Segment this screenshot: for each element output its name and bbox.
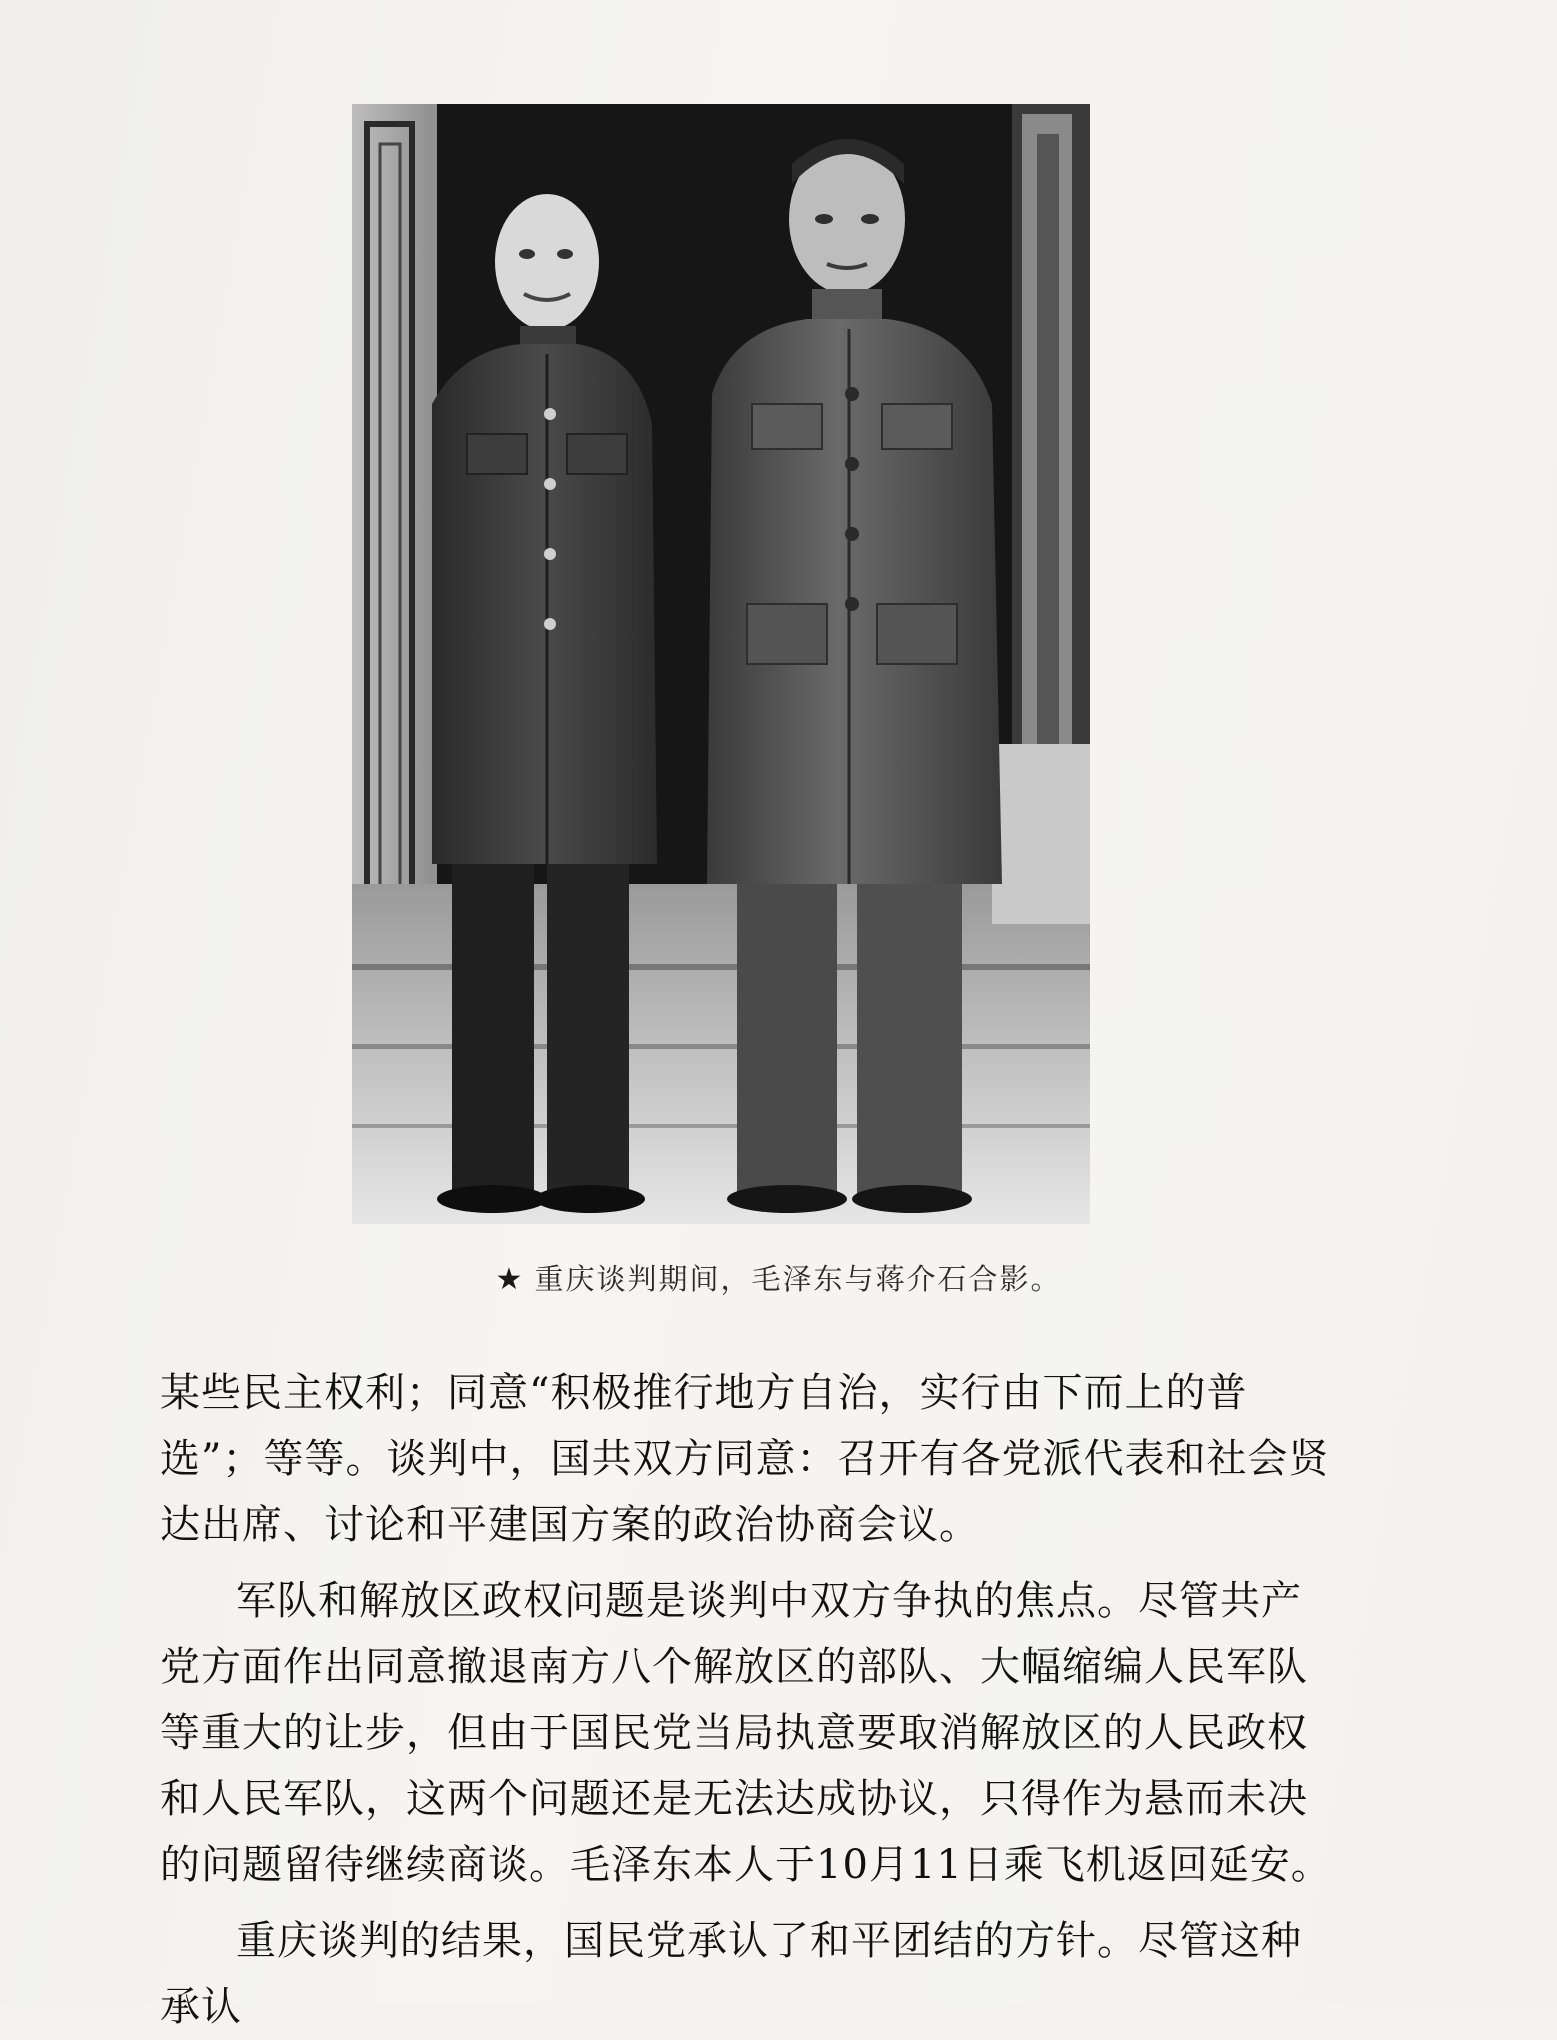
paragraph-2: 军队和解放区政权问题是谈判中双方争执的焦点。尽管共产党方面作出同意撤退南方八个解放区的部队、大幅缩编人民军队等重大的让步，但由于国民党当局执意要取消解放区的人民政权和人民军队，这两个问题还是无法达成协议，只得作为悬而未决的问题留待继续商谈。毛泽东本人于10月11日乘飞机返回延安。	[160, 1578, 1332, 1888]
historical-photograph	[352, 104, 1090, 1224]
paragraph-1: 某些民主权利；同意“积极推行地方自治，实行由下而上的普选”；等等。谈判中，国共双方同意：召开有各党派代表和社会贤达出席、讨论和平建国方案的政治协商会议。	[160, 1370, 1330, 1548]
photograph-image	[352, 104, 1090, 1224]
photo-caption	[0, 1257, 1557, 1298]
caption-star-icon: ★	[495, 1262, 525, 1297]
caption-text: 重庆谈判期间，毛泽东与蒋介石合影。	[534, 1262, 1062, 1296]
paragraph-3: 重庆谈判的结果，国民党承认了和平团结的方针。尽管这种承认	[160, 1918, 1302, 2030]
body-text	[160, 1360, 1340, 2040]
